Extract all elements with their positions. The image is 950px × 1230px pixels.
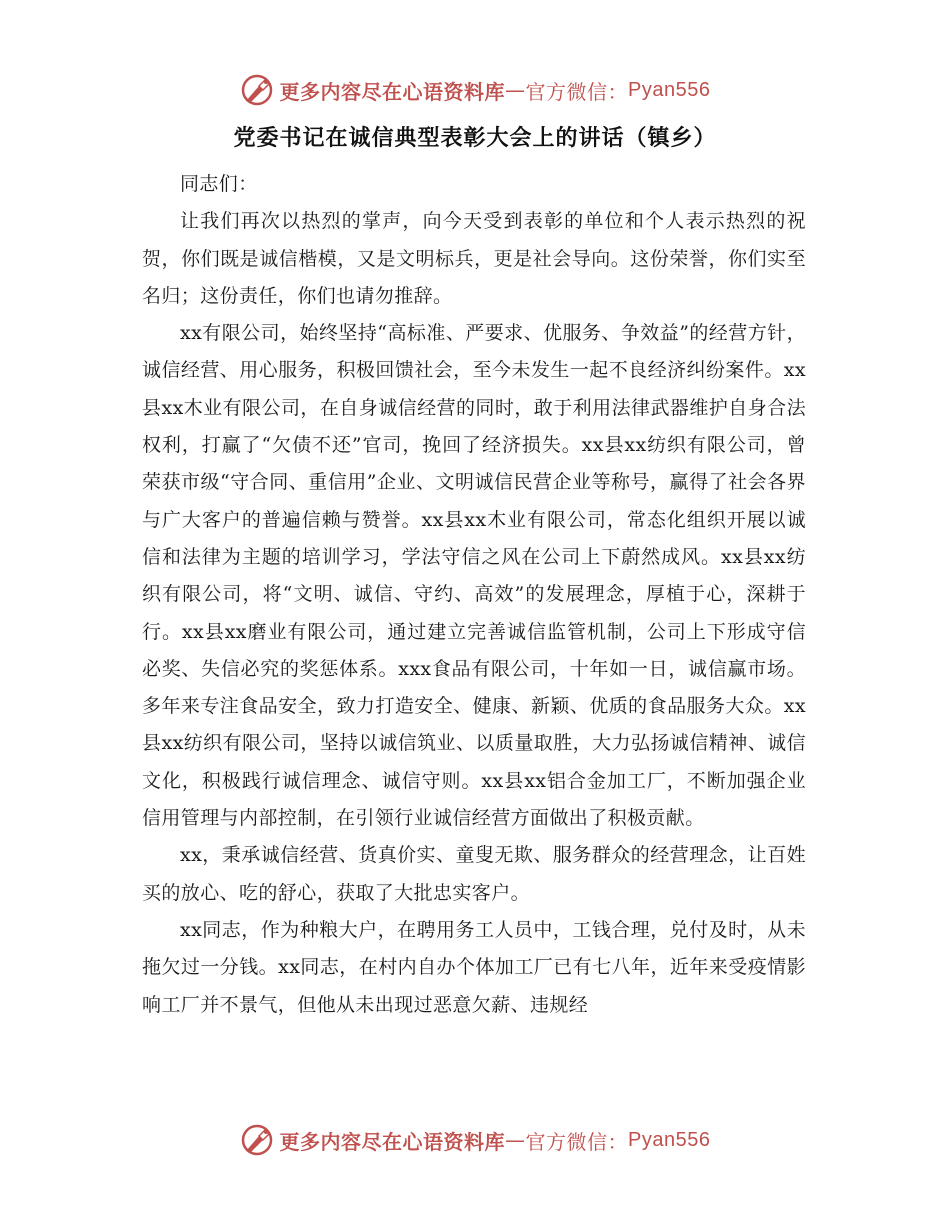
banner-wechat-id: Pyan556 <box>628 78 711 101</box>
pen-nib-logo-icon <box>240 73 274 107</box>
salutation: 同志们： <box>180 173 258 195</box>
paragraph: xx，秉承诚信经营、货真价实、童叟无欺、服务群众的经营理念，让百姓买的放心、吃的舒心，获取了大批忠实客户。 <box>142 844 806 904</box>
paragraph: 让我们再次以热烈的掌声，向今天受到表彰的单位和个人表示热烈的祝贺，你们既是诚信楷模，又是文明标兵，更是社会导向。这份荣誉，你们实至名归；这份责任，你们也请勿推辞。 <box>142 210 806 307</box>
banner-separator: — <box>505 78 526 102</box>
banner-wechat-label: 官方微信： <box>525 79 629 104</box>
banner-wechat-label: 官方微信： <box>525 1129 629 1154</box>
header-banner <box>0 70 950 110</box>
banner-text: 更多内容尽在心语资料库 <box>279 1129 506 1154</box>
document-body <box>142 166 806 1024</box>
paragraph: xx同志，作为种粮大户，在聘用务工人员中，工钱合理，兑付及时，从未拖欠过一分钱。xx同志，在村内自办个体加工厂已有七八年，近年来受疫情影响工厂并不景气，但他从未出现过恶意欠薪、违规经 <box>142 918 806 1016</box>
paragraph: xx有限公司，始终坚持“高标准、严要求、优服务、争效益”的经营方针，诚信经营、用心服务，积极回馈社会，至今未发生一起不良经济纠纷案件。xx县xx木业有限公司，在自身诚信经营的同时，敢于利用法律武器维护自身合法权利，打赢了“欠债不还”官司，挽回了经济损失。xx县xx纺织有限公司，曾荣获市级“守合同、重信用”企业、文明诚信民营企业等称号，赢得了社会各界与广大客户的普遍信赖与赞誉。xx县xx木业有限公司，常态化组织开展以诚信和法律为主题的培训学习，学法守信之风在公司上下蔚然成风。xx县xx纺织有限公司，将“文明、诚信、守约、高效”的发展理念，厚植于心，深耕于行。xx县xx磨业有限公司，通过建立完善诚信监管机制，公司上下形成守信必奖、失信必究的奖惩体系。xxx食品有限公司，十年如一日，诚信赢市场。多年来专注食品安全，致力打造安全、健康、新颖、优质的食品服务大众。xx县xx纺织有限公司，坚持以诚信筑业、以质量取胜，大力弘扬诚信精神、诚信文化，积极践行诚信理念、诚信守则。xx县xx铝合金加工厂，不断加强企业信用管理与内部控制，在引领行业诚信经营方面做出了积极贡献。 <box>142 322 806 830</box>
pen-nib-logo-icon <box>240 1123 274 1157</box>
footer-banner <box>0 1120 950 1160</box>
document-title: 党委书记在诚信典型表彰大会上的讲话（镇乡） <box>233 126 717 151</box>
banner-text: 更多内容尽在心语资料库 <box>279 79 506 104</box>
banner-separator: — <box>505 1128 526 1152</box>
banner-wechat-id: Pyan556 <box>628 1128 711 1151</box>
